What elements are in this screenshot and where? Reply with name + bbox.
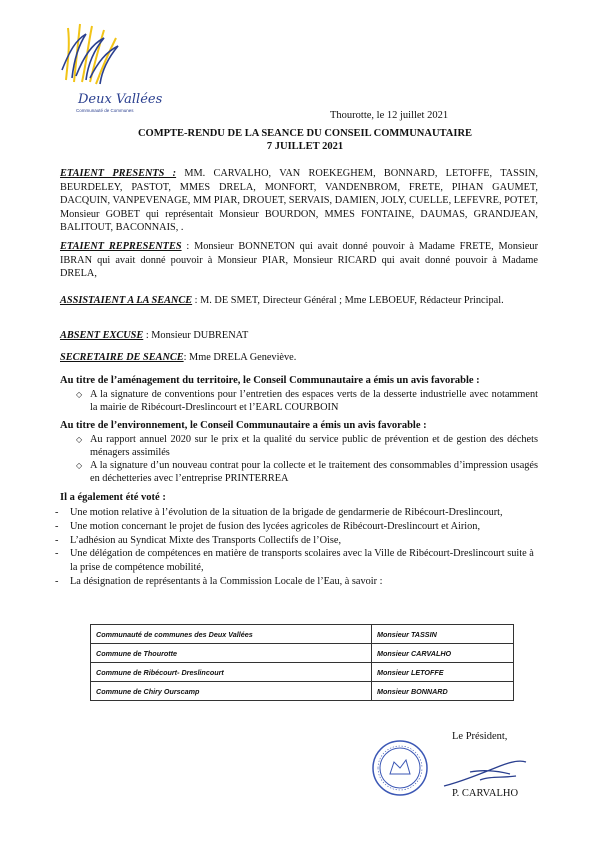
vote-item-text: Une motion concernant le projet de fusion des lycées agricoles de Ribécourt-Dreslincourt et Airion, xyxy=(70,520,481,532)
vote-item-text: La désignation de représentants à la Commission Locale de l’Eau, à savoir : xyxy=(70,575,383,587)
secretary-label: SECRETAIRE DE SEANCE xyxy=(60,352,184,363)
entity-cell: Communauté de communes des Deux Vallées xyxy=(91,625,372,644)
environment-item-2 xyxy=(76,460,538,486)
entity-cell: Commune de Ribécourt- Dreslincourt xyxy=(91,663,372,682)
bullet-icon: ◇ xyxy=(76,435,83,444)
votes-list xyxy=(55,506,538,589)
territory-heading: Au titre de l’aménagement du territoire, le Conseil Communautaire a émis un avis favorable : xyxy=(60,375,480,386)
environment-item-text: A la signature d’un nouveau contrat pour la collecte et le traitement des consommables d’impression usagés en déchetteries avec l’entreprise PRINTERREA xyxy=(90,460,538,484)
presents-paragraph xyxy=(60,167,538,235)
entity-cell: Commune de Chiry Ourscamp xyxy=(91,682,372,701)
vote-item: - La désignation de représentants à la Commission Locale de l’Eau, à savoir : xyxy=(55,575,383,587)
document-title xyxy=(100,127,510,153)
signatory-name: P. CARVALHO xyxy=(452,788,519,799)
territory-item-text: A la signature de conventions pour l’entretien des espaces verts de la desserte industrielle avec notamment la mairie de Ribécourt-Dreslincourt et l’EARL COURBOIN xyxy=(90,389,538,413)
represented-paragraph xyxy=(60,240,538,281)
assisting-label: ASSISTAIENT A LA SEANCE xyxy=(60,295,193,306)
vote-item-text: Une motion relative à l’évolution de la situation de la brigade de gendarmerie de Ribécourt-Dreslincourt, xyxy=(70,507,503,518)
title-line-2: 7 JUILLET 2021 xyxy=(266,141,344,152)
official-stamp-icon xyxy=(370,738,430,798)
absent-label: ABSENT EXCUSE xyxy=(60,330,144,341)
vote-item-text: Une délégation de compétences en matière de transports scolaires avec la Ville de Ribécourt-Dreslincourt suite à la prise de compétence mobilité, xyxy=(70,548,534,574)
secretary-text: : Mme DRELA Geneviève. xyxy=(183,352,297,363)
vote-item: - L’adhésion au Syndicat Mixte des Transports Collectifs de l’Oise, xyxy=(55,534,342,546)
entity-cell: Commune de Thourotte xyxy=(91,644,372,663)
secretary-paragraph xyxy=(60,351,538,365)
vote-item: - Une délégation de compétences en matière de transports scolaires avec la Ville de Ribécourt-Dreslincourt suite à la prise de compétence mobilité, xyxy=(55,548,534,574)
assisting-text: : M. DE SMET, Directeur Général ; Mme LEBOEUF, Rédacteur Principal. xyxy=(192,295,504,306)
bullet-icon: ◇ xyxy=(76,390,83,399)
absent-paragraph xyxy=(60,329,538,343)
votes-heading: Il a également été voté : xyxy=(60,492,166,503)
president-label: Le Président, xyxy=(452,731,508,742)
presents-text: MM. CARVALHO, VAN ROEKEGHEM, BONNARD, LETOFFE, TASSIN, BEURDELEY, PASTOT, MMES DRELA, MONFORT, VANDENBROM, FRETE, PIHAN GAUMET, DACQUIN, VANPEVENAGE, MM PIAR, DROUET, SERVAIS, DAMIEN, JOLY, CUELLE, LEFEVRE, POTET, Monsieur GOBET qui représentait Monsieur BOURDON, MMES FONTAINE, DAUMAS, GRANDJEAN, BALITOUT, BACONNAIS, . xyxy=(60,168,538,234)
representative-cell: Monsieur BONNARD xyxy=(372,682,514,701)
absent-text: : Monsieur DUBRENAT xyxy=(143,330,249,341)
vote-item: - Une motion concernant le projet de fusion des lycées agricoles de Ribécourt-Dreslincourt et Airion, xyxy=(55,520,481,532)
assisting-paragraph xyxy=(60,294,538,308)
environment-item-1 xyxy=(76,434,538,460)
table-row xyxy=(91,625,514,644)
territory-item xyxy=(76,389,538,415)
logo xyxy=(52,20,163,120)
table-row xyxy=(91,663,514,682)
representative-cell: Monsieur TASSIN xyxy=(372,625,514,644)
environment-item-text: Au rapport annuel 2020 sur le prix et la qualité du service public de prévention et de gestion des déchets ménagers assimilés xyxy=(90,434,538,458)
document-date: Thourotte, le 12 juillet 2021 xyxy=(330,110,449,121)
environment-heading: Au titre de l’environnement, le Conseil Communautaire a émis un avis favorable : xyxy=(60,420,427,431)
vote-item-text: L’adhésion au Syndicat Mixte des Transports Collectifs de l’Oise, xyxy=(70,534,342,546)
representative-cell: Monsieur CARVALHO xyxy=(372,644,514,663)
representatives-table xyxy=(90,624,514,701)
presents-label: ETAIENT PRESENTS : xyxy=(60,168,177,179)
logo-graphic xyxy=(56,20,126,92)
signature-icon xyxy=(440,752,530,792)
table-row xyxy=(91,644,514,663)
represented-label: ETAIENT REPRESENTES xyxy=(60,241,182,252)
represented-text: : Monsieur BONNETON qui avait donné pouvoir à Madame FRETE, Monsieur IBRAN qui avait donné pouvoir à Monsieur PIAR, Monsieur RICARD qui avait donné pouvoir à Madame DRELA, xyxy=(60,241,538,280)
bullet-icon: ◇ xyxy=(76,461,83,470)
title-line-1: COMPTE-RENDU DE LA SEANCE DU CONSEIL COMMUNAUTAIRE xyxy=(137,128,473,139)
logo-subtitle: Communauté de Communes xyxy=(76,108,134,113)
representative-cell: Monsieur LETOFFE xyxy=(372,663,514,682)
vote-item: - Une motion relative à l’évolution de la situation de la brigade de gendarmerie de Ribécourt-Dreslincourt, xyxy=(55,507,503,518)
table-row xyxy=(91,682,514,701)
logo-name: Deux Vallées xyxy=(78,92,163,107)
